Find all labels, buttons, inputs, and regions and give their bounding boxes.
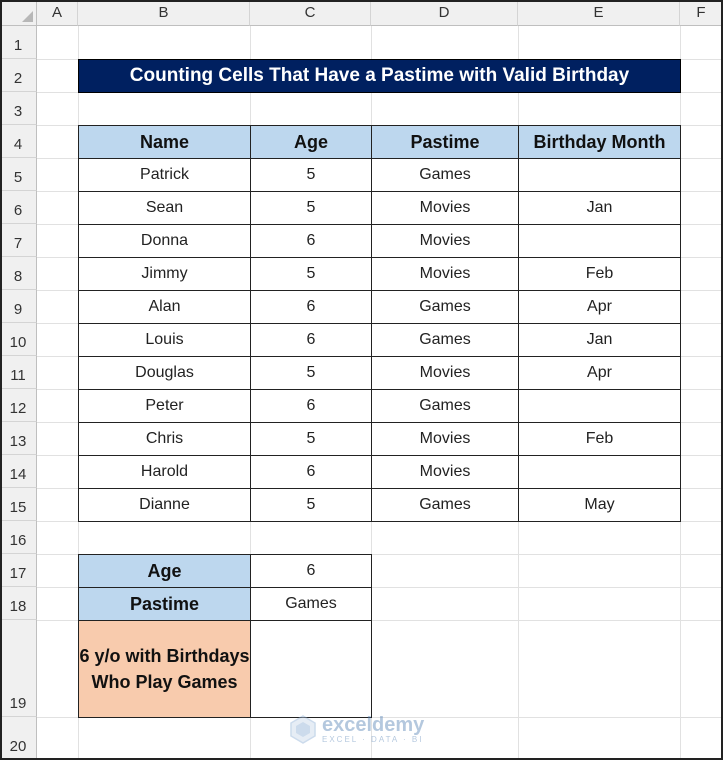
row-header-10[interactable]: 10 [0,323,37,356]
table-cell[interactable]: Sean [78,191,251,225]
criteria-pastime-value[interactable]: Games [250,587,372,621]
table-cell[interactable]: Jan [518,323,681,357]
watermark-tagline: EXCEL · DATA · BI [322,734,424,744]
row-header-14[interactable]: 14 [0,455,37,488]
table-cell[interactable]: 5 [250,356,372,390]
table-cell[interactable] [518,224,681,258]
table-cell[interactable] [518,389,681,423]
table-cell[interactable] [518,455,681,489]
exceldemy-watermark [288,710,438,748]
table-header-birthday-month[interactable]: Birthday Month [518,125,681,159]
row-header-13[interactable]: 13 [0,422,37,455]
table-cell[interactable]: Movies [371,455,519,489]
table-cell[interactable]: Games [371,323,519,357]
row-header-17[interactable]: 17 [0,554,37,587]
table-cell[interactable]: Feb [518,422,681,456]
table-cell[interactable]: Douglas [78,356,251,390]
row-header-16[interactable]: 16 [0,521,37,554]
watermark-name: exceldemy [322,713,425,736]
table-cell[interactable]: Louis [78,323,251,357]
row-header-7[interactable]: 7 [0,224,37,257]
column-header-d[interactable]: D [371,0,518,26]
row-header-19[interactable]: 19 [0,620,37,717]
table-cell[interactable]: 5 [250,191,372,225]
row-header-8[interactable]: 8 [0,257,37,290]
table-cell[interactable]: 6 [250,224,372,258]
select-all-corner[interactable] [0,0,37,26]
table-cell[interactable]: Dianne [78,488,251,522]
sheet-title[interactable]: Counting Cells That Have a Pastime with Valid Birthday [78,59,681,93]
table-cell[interactable]: Movies [371,257,519,291]
table-cell[interactable]: Jan [518,191,681,225]
row-header-9[interactable]: 9 [0,290,37,323]
table-cell[interactable]: Jimmy [78,257,251,291]
table-cell[interactable]: May [518,488,681,522]
criteria-age-label[interactable]: Age [78,554,251,588]
row-header-6[interactable]: 6 [0,191,37,224]
table-cell[interactable]: Feb [518,257,681,291]
table-cell[interactable]: Peter [78,389,251,423]
column-header-b[interactable]: B [78,0,250,26]
table-header-age[interactable]: Age [250,125,372,159]
table-cell[interactable]: 5 [250,257,372,291]
table-cell[interactable]: 5 [250,422,372,456]
table-cell[interactable]: Games [371,158,519,192]
table-cell[interactable]: Alan [78,290,251,324]
table-cell[interactable]: Movies [371,191,519,225]
row-header-18[interactable]: 18 [0,587,37,620]
row-header-20[interactable]: 20 [0,717,37,760]
row-header-3[interactable]: 3 [0,92,37,125]
criteria-pastime-label[interactable]: Pastime [78,587,251,621]
criteria-result-label[interactable]: 6 y/o with Birthdays Who Play Games [78,620,251,718]
row-header-15[interactable]: 15 [0,488,37,521]
column-header-e[interactable]: E [518,0,680,26]
table-cell[interactable]: Apr [518,356,681,390]
table-cell[interactable]: 6 [250,455,372,489]
table-cell[interactable]: Movies [371,224,519,258]
row-header-4[interactable]: 4 [0,125,37,158]
row-header-1[interactable]: 1 [0,26,37,59]
row-header-2[interactable]: 2 [0,59,37,92]
criteria-result-value[interactable] [250,620,372,718]
table-cell[interactable]: 5 [250,488,372,522]
table-cell[interactable]: Apr [518,290,681,324]
table-cell[interactable]: 5 [250,158,372,192]
table-cell[interactable]: Movies [371,356,519,390]
table-cell[interactable]: 6 [250,290,372,324]
table-cell[interactable]: 6 [250,389,372,423]
exceldemy-logo-icon [288,714,318,744]
row-header-11[interactable]: 11 [0,356,37,389]
table-header-pastime[interactable]: Pastime [371,125,519,159]
table-cell[interactable] [518,158,681,192]
table-cell[interactable]: Games [371,488,519,522]
column-header-a[interactable]: A [37,0,78,26]
table-cell[interactable]: Harold [78,455,251,489]
row-header-5[interactable]: 5 [0,158,37,191]
table-cell[interactable]: Games [371,389,519,423]
criteria-age-value[interactable]: 6 [250,554,372,588]
row-header-12[interactable]: 12 [0,389,37,422]
table-cell[interactable]: Movies [371,422,519,456]
column-header-c[interactable]: C [250,0,371,26]
table-cell[interactable]: Donna [78,224,251,258]
select-all-triangle-icon [22,11,33,22]
table-cell[interactable]: Games [371,290,519,324]
column-header-f[interactable]: F [680,0,723,26]
table-cell[interactable]: Chris [78,422,251,456]
table-header-name[interactable]: Name [78,125,251,159]
table-cell[interactable]: Patrick [78,158,251,192]
table-cell[interactable]: 6 [250,323,372,357]
